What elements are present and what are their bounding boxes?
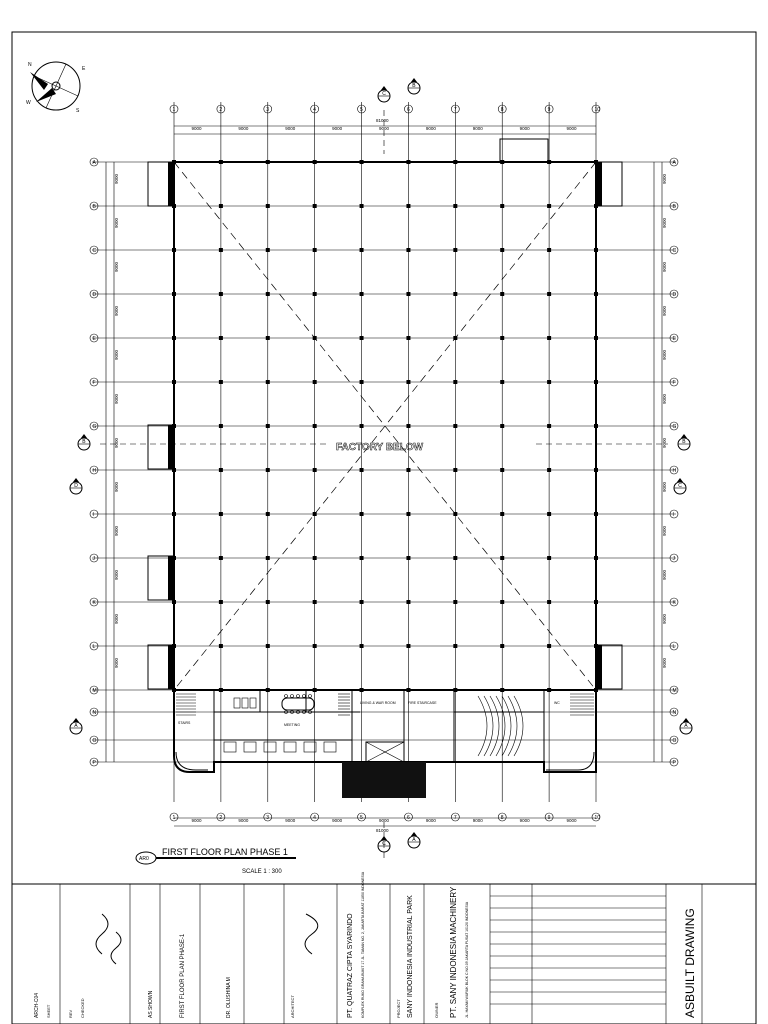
drawing-title: FIRST FLOOR PLAN PHASE-1: [180, 933, 186, 1018]
compass-s: S: [76, 108, 80, 114]
consultant-name: DR. OLUSHINA M: [226, 977, 232, 1018]
owner-name: PT. SANY INDONESIA MACHINERY: [449, 886, 458, 1018]
grid-label: 5: [360, 107, 363, 113]
column: [594, 292, 598, 296]
column: [360, 468, 364, 472]
grid-label: B: [672, 204, 676, 210]
column: [360, 644, 364, 648]
grid-label: L: [92, 644, 96, 650]
column: [594, 424, 598, 428]
section-marker: [411, 832, 417, 836]
column: [594, 248, 598, 252]
grid-label: P: [672, 760, 676, 766]
column: [594, 512, 598, 516]
column: [594, 600, 598, 604]
column: [453, 644, 457, 648]
grid-label: G: [672, 424, 677, 430]
column: [547, 424, 551, 428]
column: [360, 292, 364, 296]
column: [594, 336, 598, 340]
column: [219, 160, 223, 164]
bay-dimension: 9000: [662, 173, 667, 184]
column: [453, 556, 457, 560]
seating-row: [508, 696, 517, 756]
grid-label: E: [92, 336, 96, 342]
column: [453, 424, 457, 428]
column: [500, 204, 504, 208]
section-marker-label: A: [412, 837, 416, 843]
toilet-stall: [250, 698, 256, 708]
column: [500, 468, 504, 472]
grid-label: J: [672, 556, 675, 562]
column: [219, 424, 223, 428]
column: [172, 336, 176, 340]
seating-row: [490, 696, 499, 756]
bay-dimension: 9000: [566, 126, 577, 131]
column: [406, 292, 410, 296]
grid-label: H: [92, 468, 97, 474]
grid-label: K: [92, 600, 96, 606]
curved-wall: [176, 752, 208, 770]
project-label: PROJECT: [396, 999, 401, 1018]
bay-dimension: 9000: [114, 349, 119, 360]
room-label: STAIRS: [178, 721, 191, 725]
column: [313, 292, 317, 296]
grid-label: M: [672, 688, 677, 694]
column: [594, 468, 598, 472]
section-marker-label: C: [678, 483, 682, 489]
column: [453, 512, 457, 516]
column: [406, 160, 410, 164]
bay-dimension: 9000: [425, 818, 436, 823]
entrance-canopy: [342, 762, 426, 798]
section-marker-label: C: [382, 91, 386, 97]
column: [500, 292, 504, 296]
column: [500, 336, 504, 340]
column: [266, 160, 270, 164]
column: [500, 512, 504, 516]
bay-dimension: 9000: [285, 126, 296, 131]
column: [313, 600, 317, 604]
shaft-wall: [168, 425, 174, 469]
section-marker-label: B: [682, 439, 686, 445]
plan-title-block: [136, 847, 296, 875]
grid-label: M: [92, 688, 97, 694]
section-marker-label: B: [412, 83, 416, 89]
column: [547, 204, 551, 208]
grid-label: 8: [500, 107, 504, 113]
shaft-wall: [596, 162, 602, 206]
column: [547, 600, 551, 604]
column: [266, 380, 270, 384]
grid-label: F: [92, 380, 96, 386]
bay-dimension: 9000: [519, 126, 530, 131]
bay-dimension: 9000: [114, 305, 119, 316]
plan-scale: SCALE 1 : 300: [242, 869, 282, 875]
section-marker: [81, 434, 87, 438]
column: [406, 644, 410, 648]
seating-row: [484, 696, 493, 756]
section-marker: [73, 478, 79, 482]
bay-dimension: 9000: [662, 613, 667, 624]
bay-dimension: 9000: [114, 613, 119, 624]
column: [266, 556, 270, 560]
bay-dimension: 9000: [425, 126, 436, 131]
room-label: MEETING: [284, 723, 300, 727]
section-marker: [381, 836, 387, 840]
shaft-wall: [168, 556, 174, 600]
bay-dimension: 9000: [238, 126, 249, 131]
grid-label: C: [92, 248, 97, 254]
section-marker: [677, 478, 683, 482]
grid-label: 6: [406, 815, 410, 821]
section-marker-label: B: [82, 439, 86, 445]
total-dimension: 81000: [376, 828, 389, 833]
column: [172, 512, 176, 516]
bay-dimension: 9000: [472, 818, 483, 823]
bay-dimension: 9000: [662, 657, 667, 668]
workstation: [324, 742, 336, 752]
column: [500, 644, 504, 648]
chair: [303, 695, 306, 698]
section-marker: [381, 86, 387, 90]
column: [219, 556, 223, 560]
bay-dimension: 9000: [114, 657, 119, 668]
grid-label: A: [92, 160, 96, 166]
workstation: [284, 742, 296, 752]
north-arrow-icon: [26, 62, 86, 114]
grid-label: A: [672, 160, 676, 166]
room-label: WC: [554, 701, 560, 705]
title-block: [12, 871, 756, 1024]
grid-label: P: [92, 760, 96, 766]
column: [453, 292, 457, 296]
toilet-stall: [242, 698, 248, 708]
column: [266, 468, 270, 472]
seating-row: [514, 696, 523, 756]
plan-title: FIRST FLOOR PLAN PHASE 1: [162, 847, 288, 857]
bay-dimension: 9000: [114, 393, 119, 404]
section-marker-label: D: [74, 483, 78, 489]
column: [313, 248, 317, 252]
column: [500, 600, 504, 604]
column: [219, 248, 223, 252]
column: [266, 204, 270, 208]
bay-dimension: 9000: [191, 818, 202, 823]
grid-label: H: [672, 468, 677, 474]
grid-label: J: [92, 556, 95, 562]
column: [313, 424, 317, 428]
column: [547, 556, 551, 560]
column: [453, 160, 457, 164]
column: [313, 468, 317, 472]
column: [500, 248, 504, 252]
section-marker-label: A: [74, 723, 78, 729]
section-marker: [681, 434, 687, 438]
grid-label: L: [672, 644, 676, 650]
column: [360, 248, 364, 252]
workstation: [304, 742, 316, 752]
column: [547, 336, 551, 340]
bay-dimension: 9000: [379, 818, 390, 823]
section-marker: [411, 78, 417, 82]
room-label: LIVING & WAR ROOM: [360, 701, 396, 705]
grid-label: F: [672, 380, 676, 386]
column: [406, 424, 410, 428]
revision-table: [490, 884, 666, 1024]
grid-label: E: [672, 336, 676, 342]
column: [406, 248, 410, 252]
bay-dimension: 9000: [114, 173, 119, 184]
bay-dimension: 9000: [332, 126, 343, 131]
checked-label: CHECKED: [80, 998, 85, 1018]
sheet-border: [12, 32, 756, 1024]
column: [360, 336, 364, 340]
bay-dimension: 9000: [662, 525, 667, 536]
column: [500, 424, 504, 428]
grid-label: D: [672, 292, 677, 298]
bay-dimension: 9000: [114, 217, 119, 228]
grid-label: 1: [172, 815, 176, 821]
column: [500, 556, 504, 560]
workstation: [264, 742, 276, 752]
workstation: [244, 742, 256, 752]
section-marker: [683, 718, 689, 722]
column: [453, 468, 457, 472]
bay-dimension: 9000: [662, 569, 667, 580]
bay-dimension: 9000: [662, 437, 667, 448]
shaft-wall: [168, 645, 174, 689]
grid-label: 1: [172, 107, 176, 113]
grid-label: K: [672, 600, 676, 606]
bay-dimension: 9000: [332, 818, 343, 823]
seating-row: [502, 696, 511, 756]
column: [547, 248, 551, 252]
grid-label: 9: [547, 815, 551, 821]
column: [313, 160, 317, 164]
factory-below-label: FACTORY BELOW: [336, 442, 424, 453]
architect-label: ARCHITECT: [290, 995, 295, 1018]
column: [219, 336, 223, 340]
grid-label: 10: [594, 815, 601, 821]
view-reference: AR0: [139, 856, 149, 862]
grid-label: 8: [500, 815, 504, 821]
column: [453, 600, 457, 604]
bay-dimension: 9000: [662, 217, 667, 228]
compass-n: N: [28, 62, 32, 68]
column: [500, 380, 504, 384]
room-label: FIRE STAIRCASE: [408, 701, 437, 705]
column: [266, 644, 270, 648]
toilet-stall: [234, 698, 240, 708]
grid-label: 7: [453, 815, 457, 821]
drawing-number: ARCH-C04: [34, 992, 40, 1018]
column: [313, 336, 317, 340]
grid-label: I: [672, 512, 674, 518]
column: [360, 204, 364, 208]
bay-dimension: 9000: [566, 818, 577, 823]
grid-label: N: [672, 710, 677, 716]
grid-label: 5: [360, 815, 363, 821]
bay-dimension: 9000: [379, 126, 390, 131]
column: [172, 292, 176, 296]
bay-dimension: 9000: [238, 818, 249, 823]
column: [266, 248, 270, 252]
column: [313, 204, 317, 208]
bay-dimension: 9000: [662, 393, 667, 404]
column: [453, 204, 457, 208]
chair: [309, 695, 312, 698]
column: [360, 160, 364, 164]
grid-label: D: [92, 292, 97, 298]
section-marker: [73, 718, 79, 722]
bay-dimension: 9000: [114, 481, 119, 492]
bay-dimension: 9000: [662, 349, 667, 360]
bay-dimension: 9000: [114, 525, 119, 536]
grid-label: 3: [266, 815, 270, 821]
grid-label: 9: [547, 107, 551, 113]
column: [360, 512, 364, 516]
chair: [297, 695, 300, 698]
column: [266, 600, 270, 604]
asbuilt-stamp: ASBUILT DRAWING: [683, 908, 697, 1018]
bay-dimension: 9000: [114, 569, 119, 580]
column: [406, 600, 410, 604]
compass-e: E: [82, 66, 86, 72]
project-name: SANY INDONESIA INDUSTRIAL PARK: [407, 895, 414, 1018]
grid-label: I: [92, 512, 94, 518]
grid-label: 3: [266, 107, 270, 113]
column: [172, 380, 176, 384]
grid-label: 2: [219, 815, 223, 821]
grid-label: B: [92, 204, 96, 210]
chair: [291, 695, 294, 698]
compass-w: W: [26, 100, 31, 106]
bay-dimension: 9000: [285, 818, 296, 823]
column: [172, 248, 176, 252]
column: [360, 380, 364, 384]
column: [266, 424, 270, 428]
bay-dimension: 9000: [519, 818, 530, 823]
grid-label: G: [92, 424, 97, 430]
column: [313, 380, 317, 384]
owner-label: OWNER: [434, 1002, 439, 1018]
column: [219, 468, 223, 472]
sheet-label: SHEET: [46, 1004, 51, 1018]
curved-wall: [546, 752, 594, 770]
column: [313, 512, 317, 516]
column: [453, 380, 457, 384]
column: [406, 380, 410, 384]
grid-label: 2: [219, 107, 223, 113]
column: [360, 424, 364, 428]
column: [547, 644, 551, 648]
meeting-table: [282, 698, 314, 710]
column: [406, 512, 410, 516]
grid-label: 7: [453, 107, 457, 113]
column: [547, 468, 551, 472]
scale-value: AS SHOWN: [148, 990, 154, 1018]
column: [406, 556, 410, 560]
grid-label: C: [672, 248, 677, 254]
column: [547, 292, 551, 296]
grid-label: N: [92, 710, 97, 716]
section-marker-label: A: [684, 723, 688, 729]
column: [547, 512, 551, 516]
column: [219, 292, 223, 296]
shaft-wall: [168, 162, 174, 206]
owner-address: JL. HAYAM WURUK BLOK C NO.09 JAKARTA PUSAT 10120 INDONESIA: [465, 901, 469, 1018]
bay-dimension: 9000: [114, 437, 119, 448]
column: [453, 248, 457, 252]
bay-dimension: 9000: [114, 261, 119, 272]
column: [453, 336, 457, 340]
column: [313, 556, 317, 560]
grid-label: 6: [406, 107, 410, 113]
column: [219, 600, 223, 604]
column: [360, 556, 364, 560]
column: [219, 204, 223, 208]
grid-label: 10: [594, 107, 601, 113]
column: [172, 600, 176, 604]
grid-label: 4: [313, 107, 316, 113]
column: [266, 292, 270, 296]
column: [219, 512, 223, 516]
chair: [285, 695, 288, 698]
column: [594, 556, 598, 560]
bay-dimension: 9000: [472, 126, 483, 131]
bay-dimension: 9000: [662, 305, 667, 316]
column: [406, 204, 410, 208]
architect-name: PT. QUATRAZ CIPTA SYARINDO: [347, 913, 354, 1018]
bay-dimension: 9000: [662, 481, 667, 492]
column: [360, 600, 364, 604]
column: [547, 380, 551, 384]
revision-label: REV: [68, 1009, 73, 1018]
grid-label: O: [92, 738, 97, 744]
column: [313, 644, 317, 648]
column: [266, 512, 270, 516]
bay-dimension: 9000: [191, 126, 202, 131]
seating-row: [478, 696, 487, 756]
column: [266, 336, 270, 340]
column: [594, 380, 598, 384]
shaft-wall: [596, 645, 602, 689]
workstation: [224, 742, 236, 752]
column: [219, 644, 223, 648]
seating-row: [496, 696, 505, 756]
column: [406, 468, 410, 472]
total-dimension: 81000: [376, 118, 389, 123]
grid-label: O: [672, 738, 677, 744]
architect-address: KOMPLEK RUKO GRAHA BUKIT 17 JL. TAMAN NO. 2, JAKARTA BARAT 11850 INDONESIA: [361, 871, 365, 1018]
column: [219, 380, 223, 384]
bay-dimension: 9000: [662, 261, 667, 272]
roof-opening: [500, 139, 548, 162]
section-marker-label: C: [382, 841, 386, 847]
floor-plan: [70, 78, 692, 862]
grid-label: 4: [313, 815, 316, 821]
column: [406, 336, 410, 340]
